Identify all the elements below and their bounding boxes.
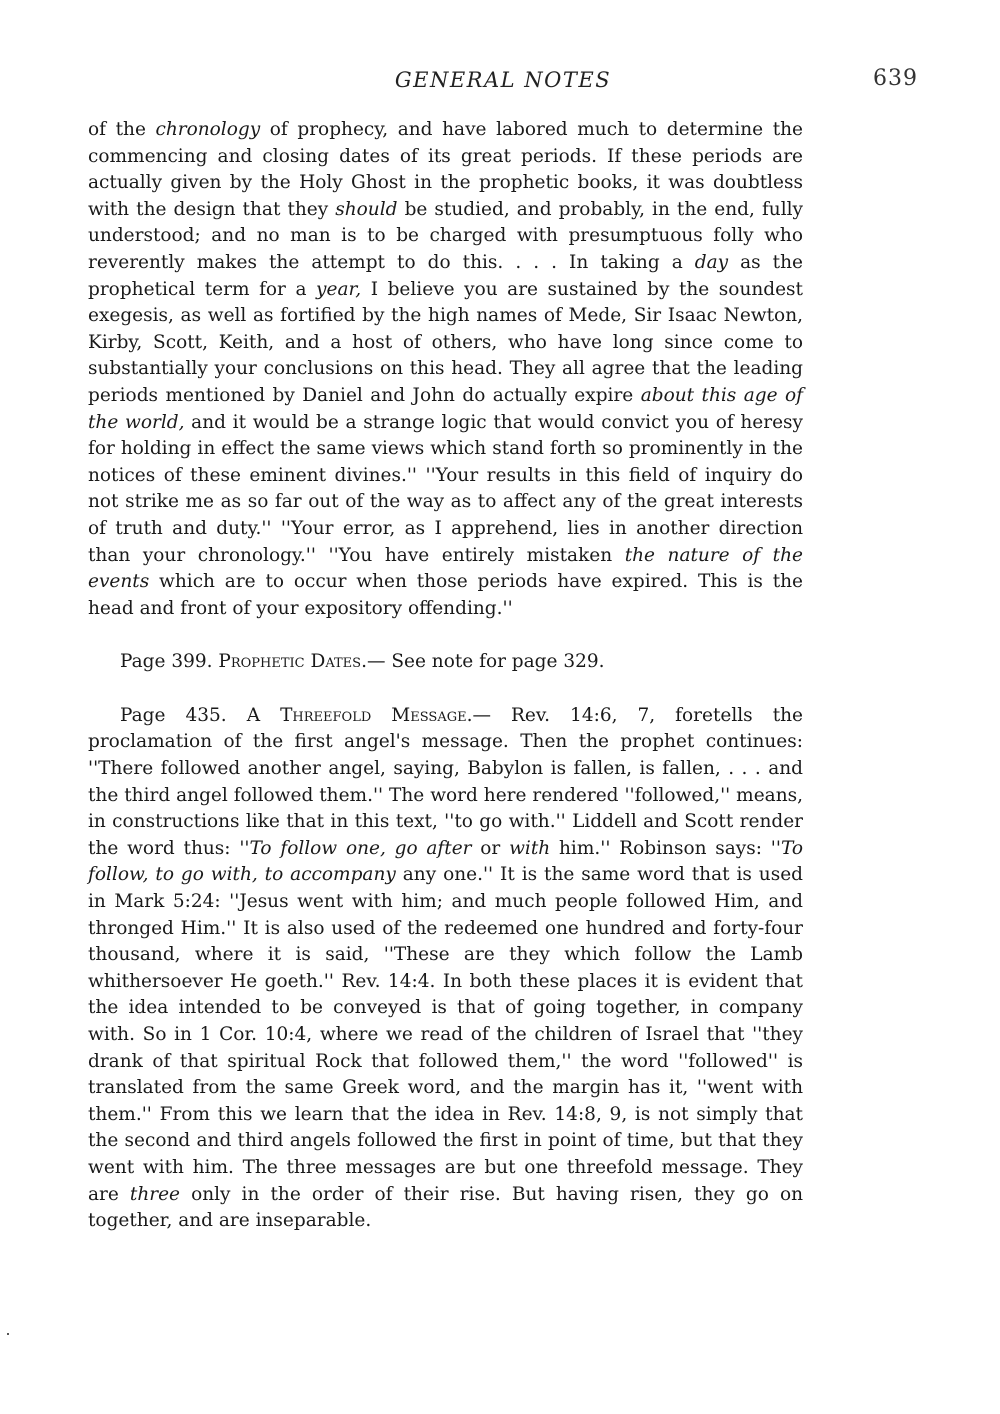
margin-mark (7, 1333, 9, 1335)
note-text: — Rev. 14:6, 7, foretells the proclamation of the first angel's message. Then the prophet continues: ''There followed another angel, saying, Babylon is fallen, is fallen, . . . and the third angel followed them.'' The word here rendered ''followed,'' means, in constructions like that in this text, ''to go with.'' Liddell and Scott render the word thus: '' (88, 704, 804, 859)
quote-paragraph (88, 117, 803, 622)
note-text: any one.'' It is the same word that is used in Mark 5:24: ''Jesus went with him; and much people followed Him, and thronged Him.'' It is also used of the redeemed one hundred and forty-four thousand, where it is said, ''These are they which follow the Lamb whithersoever He goeth.'' Rev. 14:4. In both these places it is evident that the idea intended to be conveyed is that of going together, in company with. So in 1 Cor. 10:4, where we read of the children of Israel that ''they drank of that spiritual Rock that followed them,'' the word ''followed'' is translated from the same Greek word, and the margin has it, ''went with them.'' From this we learn that the idea in Rev. 14:8, 9, is not simply that the second and third angels followed the first in point of time, but that they went with him. The three messages are but one threefold message. They are (88, 864, 803, 1205)
quote-italic: day (694, 251, 729, 273)
note-text: or (471, 837, 510, 859)
note-heading: Prophetic Dates. (218, 651, 367, 673)
note-italic: To follow, to go with, to accompany (88, 837, 804, 886)
note-page-399 (88, 649, 803, 676)
note-text: only in the order of their rise. But having risen, they go on together, and are inseparable. (88, 1183, 803, 1232)
note-heading: A Threefold Message. (246, 704, 473, 726)
quote-italic: about this age of the world, (88, 384, 803, 433)
note-text: — See note for page 329. (366, 651, 605, 673)
quote-italic: year, (316, 278, 362, 300)
note-italic: three (129, 1183, 180, 1205)
note-italic: with (509, 837, 551, 859)
running-head (88, 68, 918, 102)
quote-text: be studied, and probably, in the end, fully understood; and no man is to be charged with presumptuous folly who reverently makes the attempt to do this. . . . In taking a (88, 198, 803, 273)
quote-text: of prophecy, and have labored much to determine the commencing and closing dates of its great periods. If these periods are actually given by the Holy Ghost in the prophetic books, it was doubtless with the design that they (88, 119, 804, 220)
paragraph-gap (88, 622, 803, 649)
quote-text: as the prophetical term for a (88, 251, 803, 300)
note-text: him.'' Robinson says: '' (550, 837, 781, 859)
note-italic: To follow one, go after (249, 837, 472, 859)
page-number: 639 (873, 66, 918, 91)
body-text (88, 117, 803, 1235)
quote-text: I believe you are sustained by the soundest exegesis, as well as fortified by the high names of Mede, Sir Isaac Newton, Kirby, Scott, Keith, and a host of others, who have long since come to substantially your conclusions on this head. They all agree that the leading periods mentioned by Daniel and John do actually expire (88, 278, 803, 406)
running-title: GENERAL NOTES (394, 68, 612, 92)
quote-italic: should (335, 198, 398, 220)
quote-italic: the nature of the events (88, 544, 803, 593)
quote-text: which are to occur when those periods have expired. This is the head and front of your expository offending.'' (88, 571, 803, 619)
note-prefix: Page 399. (120, 651, 219, 673)
quote-text: of the (88, 119, 156, 140)
quote-text: and it would be a strange logic that would convict you of heresy for holding in effect the same views which stand forth so prominently in the notices of these eminent divines.'' ''Your results in this field of inquiry do not strike me as so far out of the way as to affect any of the great interests of truth and duty.'' ''Your error, as I apprehend, lies in another direction than your chronology.'' ''You have entirely mistaken (88, 411, 803, 566)
note-prefix: Page 435. (120, 704, 247, 726)
paragraph-gap (88, 676, 803, 703)
note-page-435 (88, 703, 803, 1235)
quote-italic: chronology (155, 119, 261, 140)
